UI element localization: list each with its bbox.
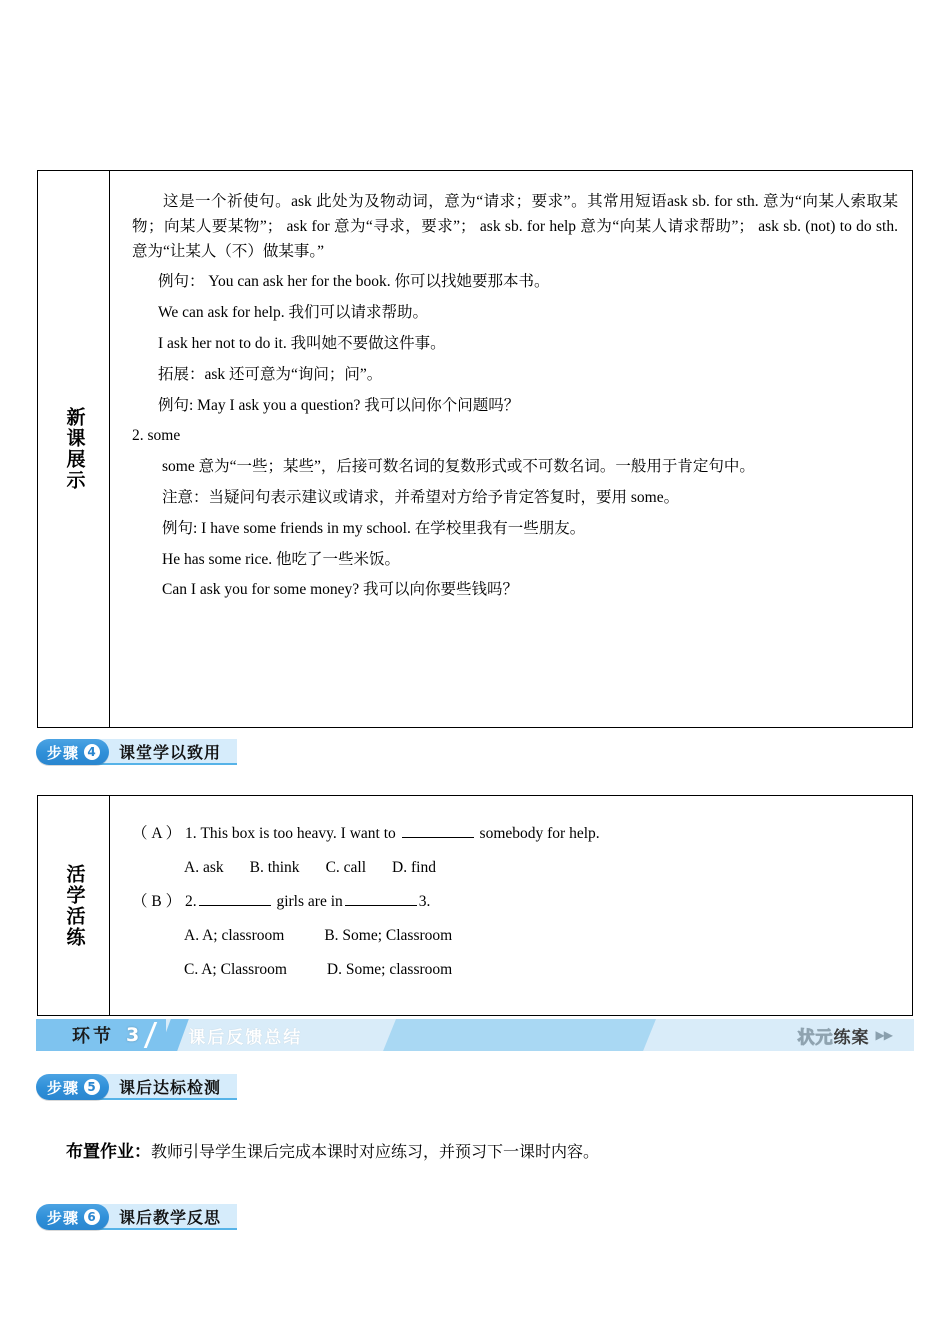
step-6-number: 6 (84, 1209, 100, 1225)
question-1-text-after: somebody for help. (479, 825, 600, 842)
step-6-title: 课后教学反思 (119, 1207, 222, 1227)
section-3-title: 课后反馈总结 (188, 1027, 303, 1048)
section-3-wedge (383, 1019, 656, 1051)
question-1-option-c[interactable]: C. call (325, 859, 367, 877)
practice-content (110, 796, 912, 1015)
some-note: 注意：当疑问句表示建议或请求，并希望对方给予肯定答复时，要用 some。 (162, 488, 680, 506)
question-1 (132, 822, 898, 846)
step-5-word: 步骤 (47, 1078, 80, 1097)
practice-side-cell (38, 796, 110, 1015)
homework-line (66, 1140, 599, 1166)
question-2-option-a[interactable]: A. A; classroom (184, 927, 285, 945)
step-4-word: 步骤 (47, 743, 80, 762)
homework-label: 布置作业： (66, 1142, 151, 1162)
step-5-tail (95, 1074, 237, 1100)
question-2-number: 2. (184, 893, 197, 911)
some-example-2: He has some rice. 他吃了一些米饭。 (162, 550, 401, 568)
ask-example-1: 例句： You can ask her for the book. 你可以找她要那本书。 (158, 273, 550, 291)
step-6-banner (36, 1204, 237, 1230)
homework-text: 教师引导学生课后完成本课时对应练习，并预习下一课时内容。 (151, 1144, 600, 1161)
question-1-options (132, 856, 898, 880)
question-1-option-a[interactable]: A. ask (184, 859, 224, 877)
question-2-blank-2 (345, 905, 417, 906)
practice-table (37, 795, 913, 1016)
question-1-blank (402, 837, 474, 838)
question-1-option-b[interactable]: B. think (249, 859, 300, 877)
new-lesson-content (110, 171, 912, 727)
brand-text (798, 1023, 870, 1048)
question-1-text-before: This box is too heavy. I want to (200, 825, 396, 842)
some-example-3: Can I ask you for some money? 我可以向你要些钱吗？ (162, 581, 519, 599)
step-4-pill (36, 739, 109, 765)
question-1-number: 1. (184, 825, 197, 842)
question-2-text-mid: girls are in (276, 893, 343, 911)
some-item-heading: 2. some (132, 427, 181, 445)
question-2-option-b[interactable]: B. Some; Classroom (324, 927, 453, 945)
question-2-options-row-1 (132, 924, 898, 948)
question-2-answer: （ B ） (132, 893, 182, 911)
question-1-answer: （ A ） (132, 825, 182, 842)
question-2-option-d[interactable]: D. Some; classroom (326, 961, 453, 979)
section-3-slash-icon (147, 1019, 160, 1051)
question-1-option-d[interactable]: D. find (392, 859, 436, 877)
ask-explanation-paragraph: 这是一个祈使句。ask 此处为及物动词，意为“请求；要求”。其常用短语ask sb. for sth. 意为“向某人索取某物；向某人要某物”； ask for 意为“寻求，要求”； ask sb. for help 意为“向某人请求帮助”； ask sb. (not) to do sth. 意为“让某人（不）做某事。” (132, 193, 898, 261)
some-example-1: 例句: I have some friends in my school. 在学校里我有一些朋友。 (162, 519, 586, 537)
new-lesson-side-label: 新课展示 (63, 407, 86, 491)
section-3-brand (792, 1019, 914, 1051)
step-5-pill (36, 1074, 109, 1100)
double-arrow-right-icon: ▶▶ (875, 1027, 892, 1042)
step-4-tail (95, 739, 237, 765)
section-3-title-wrap (166, 1019, 314, 1051)
ask-example-2: We can ask for help. 我们可以请求帮助。 (158, 304, 428, 322)
new-lesson-side-cell (38, 171, 110, 727)
section-3-left (36, 1019, 166, 1051)
step-6-word: 步骤 (47, 1208, 80, 1227)
brand-solid-part: 练案 (833, 1027, 870, 1048)
section-3-word: 环节 (72, 1026, 114, 1047)
practice-side-label: 活学活练 (63, 863, 86, 948)
ask-extension-note: 拓展：ask 还可意为“询问；问”。 (158, 365, 383, 383)
question-2-options-row-2 (132, 958, 898, 982)
step-5-banner (36, 1074, 237, 1100)
question-2-text-after: 3. (418, 893, 431, 911)
section-3-number: 3 (126, 1024, 140, 1046)
step-4-banner (36, 739, 237, 765)
ask-example-4: 例句: May I ask you a question? 我可以问你个问题吗？ (158, 396, 520, 414)
question-2-blank-1 (199, 905, 271, 906)
new-lesson-table (37, 170, 913, 728)
brand-hollow-part: 状元 (797, 1027, 834, 1048)
step-4-title: 课堂学以致用 (119, 742, 222, 762)
ask-example-3: I ask her not to do it. 我叫她不要做这件事。 (158, 334, 446, 352)
step-6-pill (36, 1204, 109, 1230)
step-6-tail (95, 1204, 237, 1230)
step-5-title: 课后达标检测 (119, 1077, 222, 1097)
step-4-number: 4 (84, 744, 100, 760)
step-5-number: 5 (84, 1079, 100, 1095)
question-2 (132, 890, 898, 914)
some-definition: some 意为“一些；某些”，后接可数名词的复数形式或不可数名词。一般用于肯定句中。 (162, 458, 755, 476)
section-3-banner (36, 1019, 914, 1051)
question-2-option-c[interactable]: C. A; Classroom (184, 961, 287, 979)
